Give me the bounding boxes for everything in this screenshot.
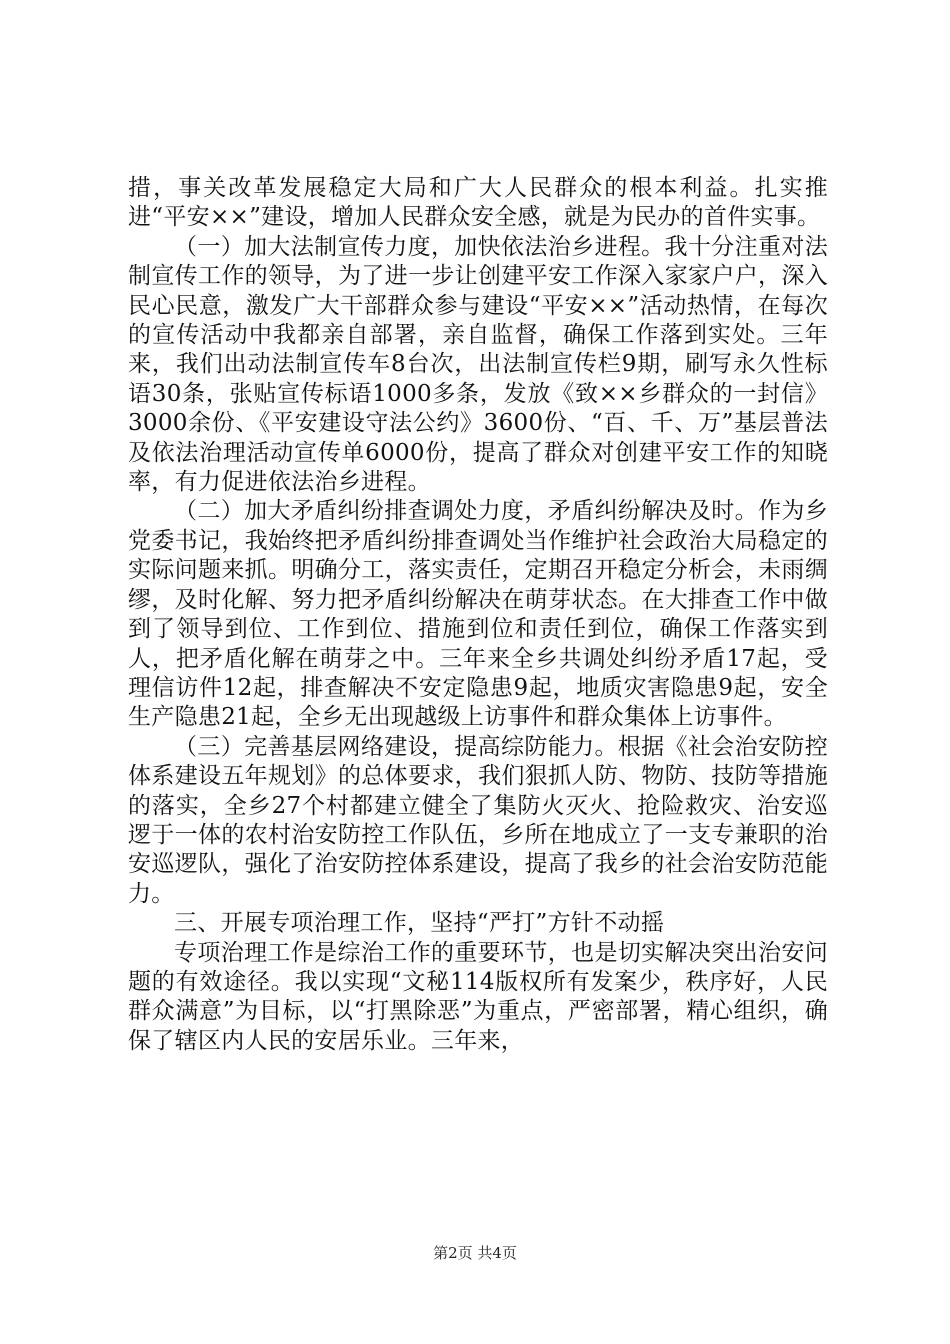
- page-number-footer: 第2页 共4页: [433, 1244, 517, 1262]
- paragraph-4: （三）完善基层网络建设，提高综防能力。根据《社会治安防控体系建设五年规划》的总体要求，我们狠抓人防、物防、技防等措施的落实，全乡27个村都建立健全了集防火灭火、抢险救灾、治安巡逻于一体的农村治安防控工作队伍，乡所在地成立了一支专兼职的治安巡逻队，强化了治安防控体系建设，提高了我乡的社会治安防范能力。: [128, 733, 828, 907]
- paragraph-1: 措，事关改革发展稳定大局和广大人民群众的根本利益。扎实推进“平安××”建设，增加人民群众安全感，就是为民办的首件实事。: [128, 175, 828, 231]
- document-body: [128, 174, 828, 1056]
- paragraph-2: （一）加大法制宣传力度，加快依法治乡进程。我十分注重对法制宣传工作的领导，为了进一步让创建平安工作深入家家户户，深入民心民意，激发广大干部群众参与建设“平安××”活动热情，在每次的宣传活动中我都亲自部署，亲自监督，确保工作落到实处。三年来，我们出动法制宣传车8台次，出法制宣传栏9期，刷写永久性标语30条，张贴宣传标语1000多条，发放《致××乡群众的一封信》3000余份、《平安建设守法公约》3600份、“百、千、万”基层普法及依法治理活动宣传单6000份，提高了群众对创建平安工作的知晓率，有力促进依法治乡进程。: [128, 233, 828, 496]
- paragraph-3: （二）加大矛盾纠纷排查调处力度，矛盾纠纷解决及时。作为乡党委书记，我始终把矛盾纠纷排查调处当作维护社会政治大局稳定的实际问题来抓。明确分工，落实责任，定期召开稳定分析会，未雨绸缪，及时化解、努力把矛盾纠纷解决在萌芽状态。在大排查工作中做到了领导到位、工作到位、措施到位和责任到位，确保工作落实到人，把矛盾化解在萌芽之中。三年来全乡共调处纠纷矛盾17起，受理信访件12起，排查解决不安定隐患9起，地质灾害隐患9起，安全生产隐患21起，全乡无出现越级上访事件和群众集体上访事件。: [128, 498, 828, 731]
- section-heading: 三、开展专项治理工作，坚持“严打”方针不动摇: [174, 910, 665, 937]
- paragraph-5: 专项治理工作是综治工作的重要环节，也是切实解决突出治安问题的有效途径。我以实现“文秘114版权所有发案少，秩序好，人民群众满意”为目标，以“打黑除恶”为重点，严密部署，精心组织，确保了辖区内人民的安居乐业。三年来，: [128, 939, 828, 1054]
